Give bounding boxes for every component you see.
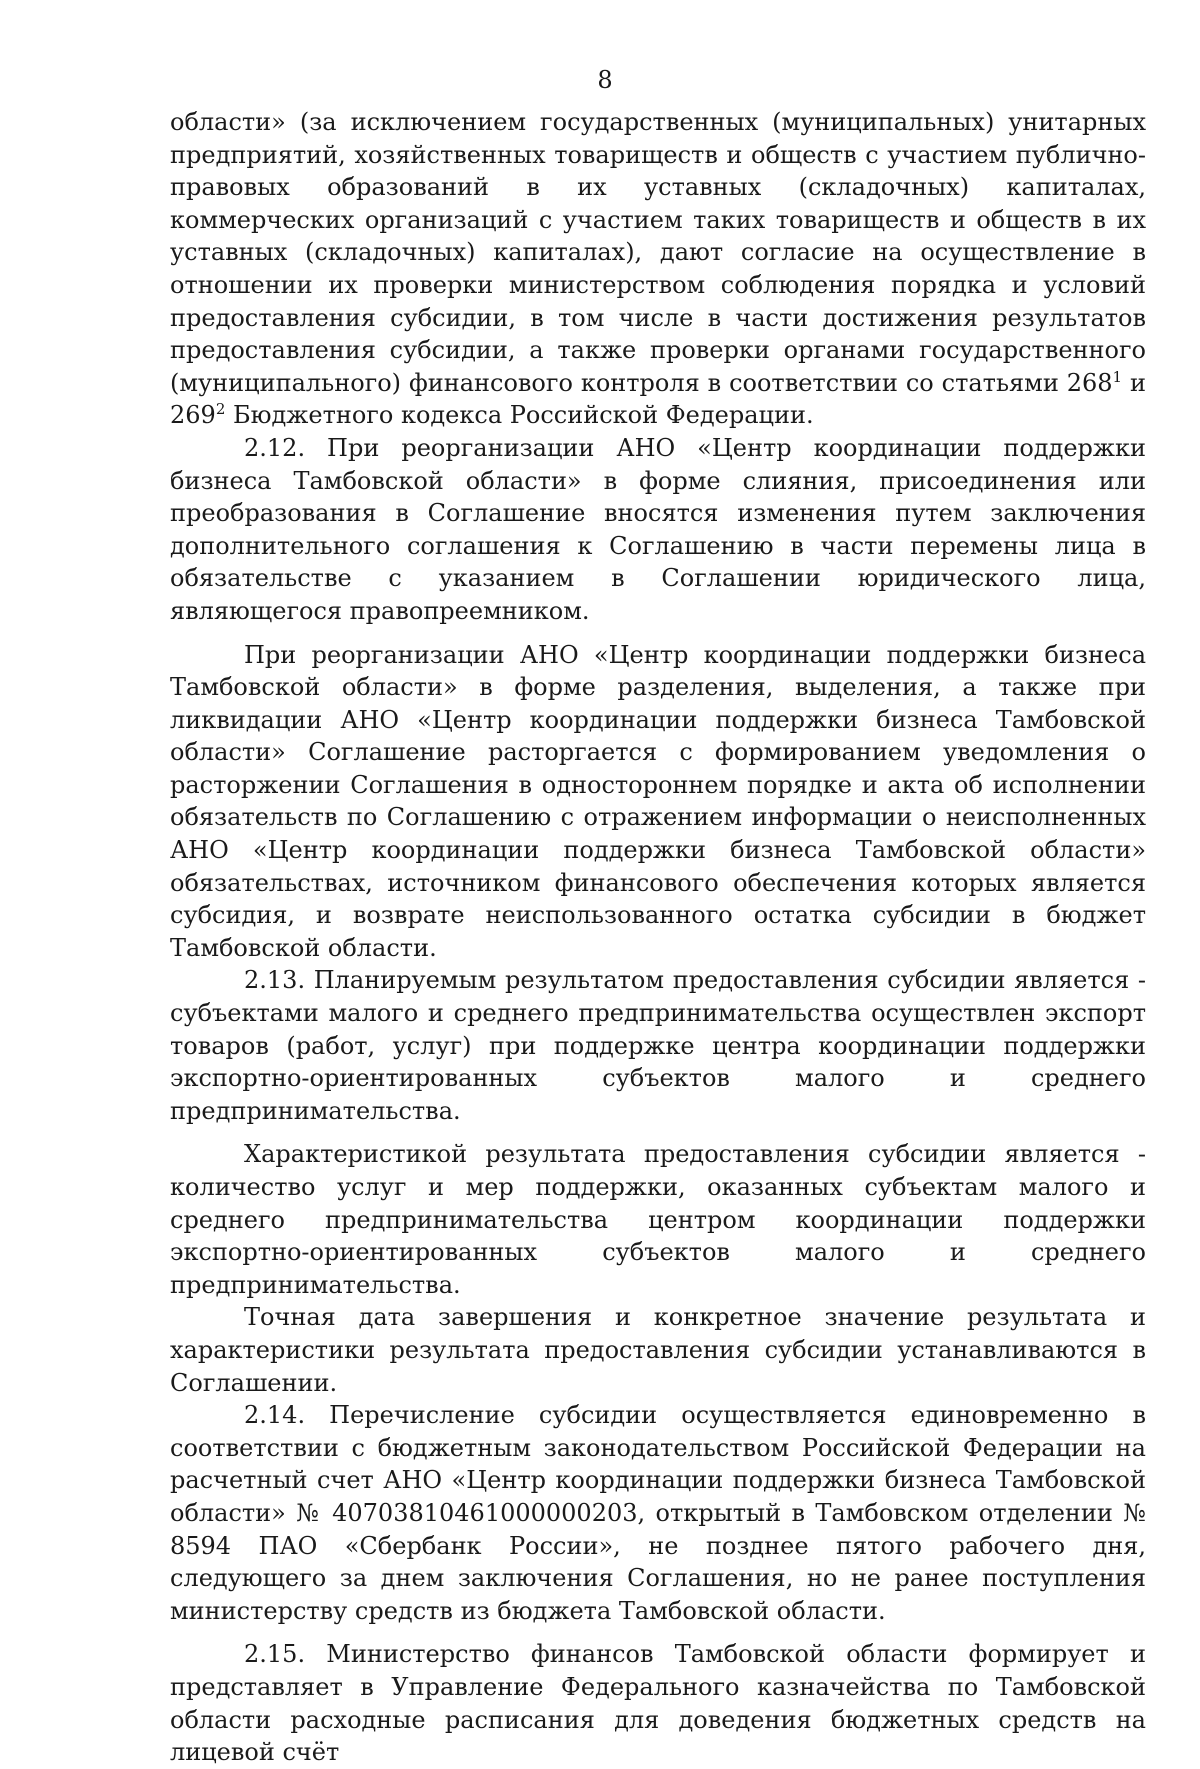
paragraph-2-13: 2.13. Планируемым результатом предоставления субсидии является - субъектами малого и среднего предпринимательства осуществлен экспорт товаров (работ, услуг) при поддержке центра координации поддержки экспортно-ориентированных субъектов малого и среднего предпринимательства. bbox=[170, 966, 1146, 1125]
paragraph-reorganization: При реорганизации АНО «Центр координации поддержки бизнеса Тамбовской области» в форме разделения, выделения, а также при ликвидации АНО «Центр координации поддержки бизнеса Тамбовской области» Соглашение расторгается с формированием уведомления о расторжении Соглашения в одностороннем порядке и акта об исполнении обязательств по Соглашению с отражением информации о неисполненных АНО «Центр координации поддержки бизнеса Тамбовской области» обязательствах, источником финансового обеспечения которых является субсидия, и возврате неиспользованного остатка субсидии в бюджет Тамбовской области. bbox=[170, 640, 1146, 962]
page-number: 8 bbox=[597, 66, 613, 94]
superscript: 2 bbox=[215, 400, 226, 419]
paragraph-2-14: 2.14. Перечисление субсидии осуществляется единовременно в соответствии с бюджетным законодательством Российской Федерации на расчетный счет АНО «Центр координации поддержки бизнеса Тамбовской области» № 40703810461000000203, открытый в Тамбовском отделении № 8594 ПАО «Сбербанк России», не позднее пятого рабочего дня, следующего за днем заключения Соглашения, но не ранее поступления министерству средств из бюджета Тамбовской области. bbox=[170, 1401, 1146, 1625]
paragraph-text: Бюджетного кодекса Российской Федерации. bbox=[225, 401, 814, 430]
paragraph-continuation bbox=[170, 106, 1146, 432]
superscript: 1 bbox=[1112, 367, 1123, 386]
paragraph-2-15: 2.15. Министерство финансов Тамбовской области формирует и представляет в Управление Федерального казначейства по Тамбовской области расходные расписания для доведения бюджетных средств на лицевой счёт bbox=[170, 1640, 1146, 1767]
document-body bbox=[170, 106, 1146, 1769]
paragraph-characteristic: Характеристикой результата предоставления субсидии является - количество услуг и мер поддержки, оказанных субъектам малого и среднего предпринимательства центром координации поддержки экспортно-ориентированных субъектов малого и среднего предпринимательства. bbox=[170, 1140, 1146, 1299]
paragraph-2-12: 2.12. При реорганизации АНО «Центр координации поддержки бизнеса Тамбовской области» в форме слияния, присоединения или преобразования в Соглашение вносятся изменения путем заключения дополнительного соглашения к Соглашению в части перемены лица в обязательстве с указанием в Соглашении юридического лица, являющегося правопреемником. bbox=[170, 433, 1146, 625]
paragraph-text: и 269 bbox=[170, 368, 1147, 430]
paragraph-text: области» (за исключением государственных (муниципальных) унитарных предприятий, хозяйственных товариществ и обществ с участием публично-правовых образований в их уставных (складочных) капиталах, коммерческих организаций с участием таких товариществ и обществ в их уставных (складочных) капиталах), дают согласие на осуществление в отношении их проверки министерством соблюдения порядка и условий предоставления субсидии, в том числе в части достижения результатов предоставления субсидии, а также проверки органами государственного (муниципального) финансового контроля в соответствии со статьями 268 bbox=[170, 108, 1146, 397]
paragraph-exact-date: Точная дата завершения и конкретное значение результата и характеристики результата предоставления субсидии устанавливаются в Соглашении. bbox=[170, 1303, 1146, 1397]
